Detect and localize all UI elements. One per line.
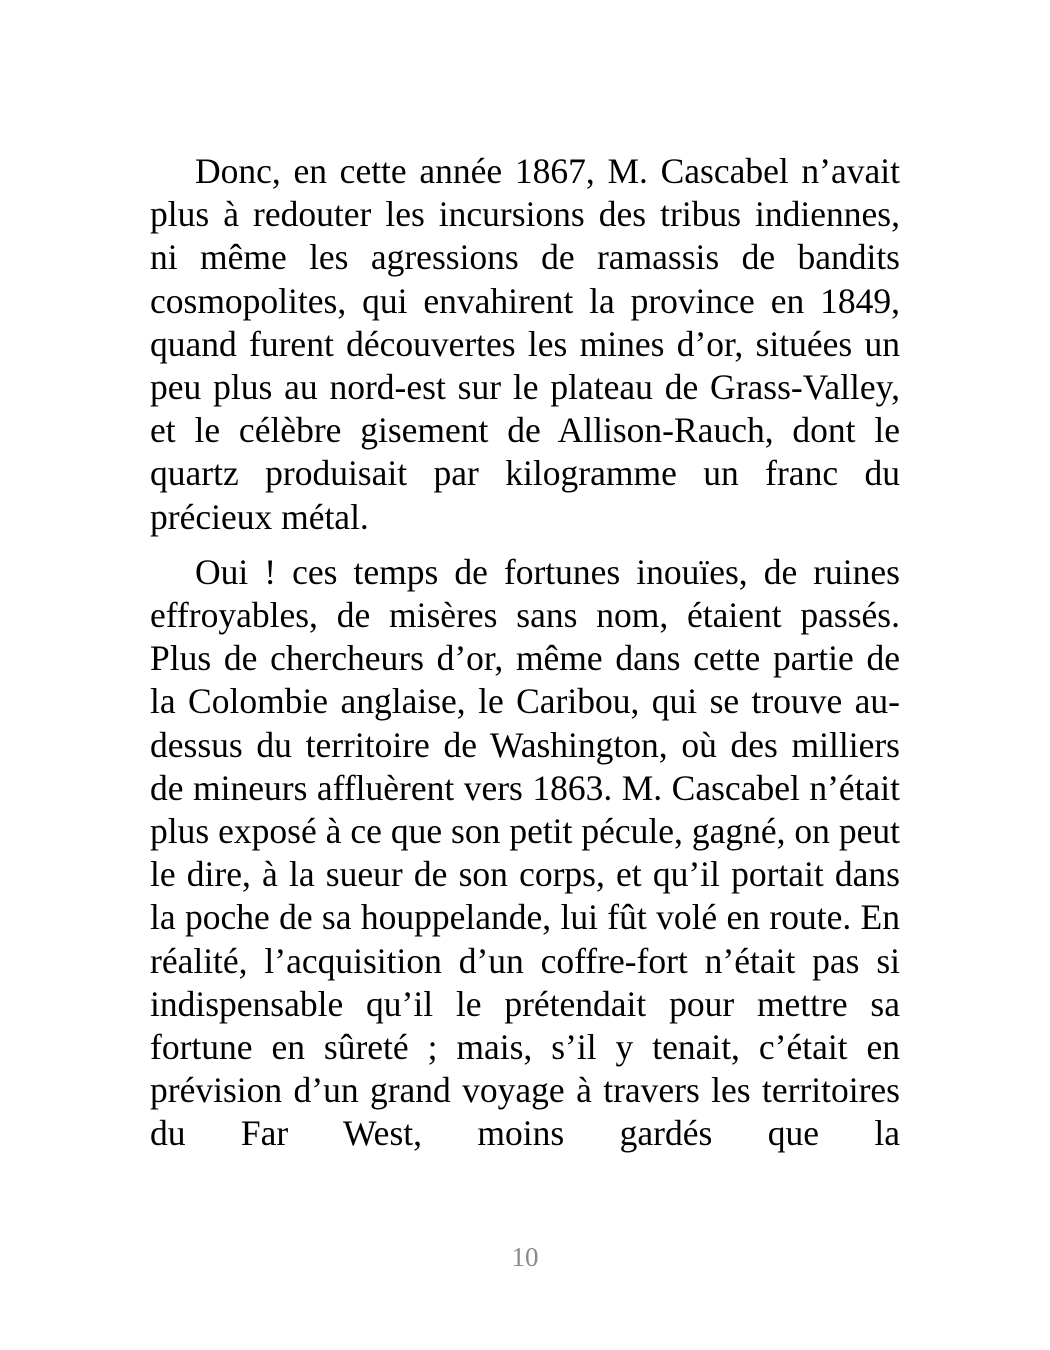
page-number: 10 <box>511 1242 539 1272</box>
paragraph-2: Oui ! ces temps de fortunes inouïes, de ruines effroyables, de misères sans nom, étaient passés. Plus de chercheurs d’or, même dans cette partie de la Colombie anglaise, le Caribou, qui se trouve au-dessus du territoire de Washington, où des milliers de mineurs affluèrent vers 1863. M. Cascabel n’était plus exposé à ce que son petit pécule, gagné, on peut le dire, à la sueur de son corps, et qu’il portait dans la poche de sa houppelande, lui fût volé en route. En réalité, l’acquisition d’un coffre-fort n’était pas si indispensable qu’il le prétendait pour mettre sa fortune en sûreté ; mais, s’il y tenait, c’était en prévision d’un grand voyage à travers les territoires du Far West, moins gardés que la <box>150 551 900 1154</box>
body-text <box>150 150 900 1168</box>
paragraph-1: Donc, en cette année 1867, M. Cascabel n’avait plus à redouter les incursions des tribus indiennes, ni même les agressions de ramassis de bandits cosmopolites, qui envahirent la province en 1849, quand furent découvertes les mines d’or, situées un peu plus au nord-est sur le plateau de Grass-Valley, et le célèbre gisement de Allison-Rauch, dont le quartz produisait par kilogramme un franc du précieux métal. <box>150 151 900 537</box>
